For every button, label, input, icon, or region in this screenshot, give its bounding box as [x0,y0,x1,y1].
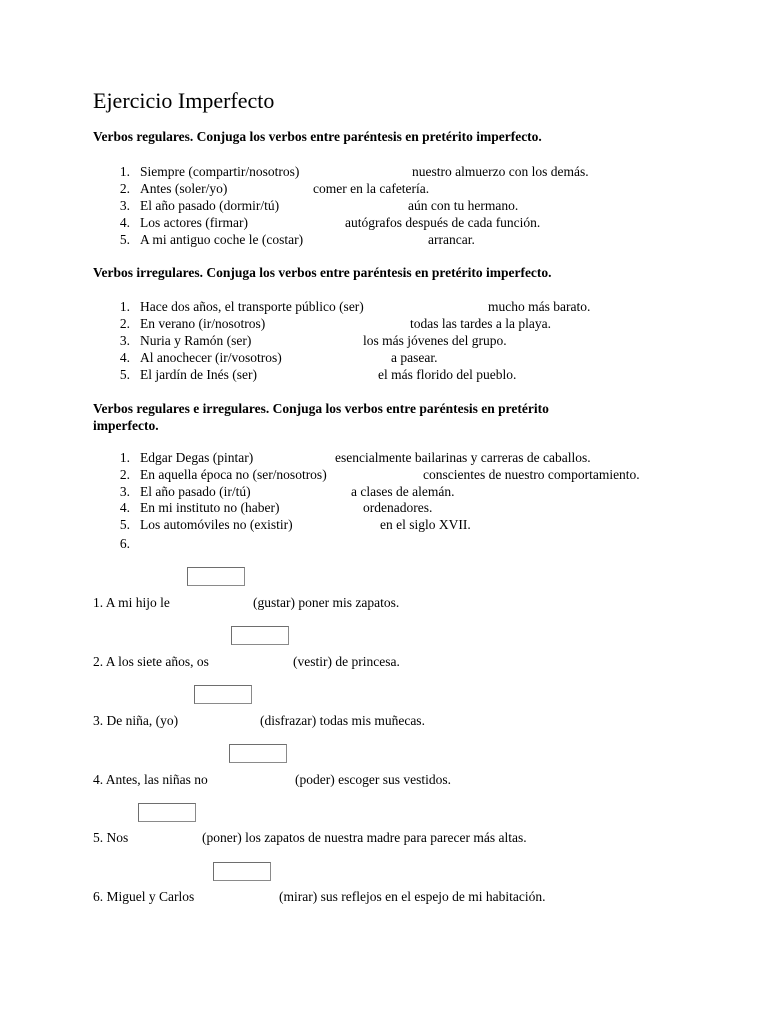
fill-in-prompt: 2. A los siete años, os [93,654,209,669]
fill-in-prompt: 1. A mi hijo le [93,595,170,610]
list-item-number: 5. [119,517,130,532]
list-item-prompt: En mi instituto no (haber) [140,500,280,515]
list-item-number: 6. [119,536,130,551]
fill-in-continuation: (gustar) poner mis zapatos. [253,595,400,610]
section-heading-mixtos-cont: imperfecto. [93,418,159,433]
list-item-number: 1. [119,299,130,314]
fill-in-prompt: 4. Antes, las niñas no [93,772,208,787]
list-item-number: 2. [119,181,130,196]
list-item-continuation: los más jóvenes del grupo. [363,333,507,348]
list-item-prompt: En aquella época no (ser/nosotros) [140,467,327,482]
answer-input-5[interactable] [138,803,196,822]
list-item-continuation: esencialmente bailarinas y carreras de caballos. [335,450,591,465]
list-item-prompt: Siempre (compartir/nosotros) [140,164,300,179]
list-item-prompt: Edgar Degas (pintar) [140,450,254,465]
list-item-continuation: mucho más barato. [488,299,591,314]
list-item-continuation: arrancar. [428,232,475,247]
list-item-continuation: a pasear. [391,350,438,365]
fill-in-prompt: 3. De niña, (yo) [93,713,179,728]
list-item-continuation: todas las tardes a la playa. [410,316,551,331]
list-item-prompt: El año pasado (dormir/tú) [140,198,280,213]
fill-in-continuation: (mirar) sus reflejos en el espejo de mi habitación. [279,889,546,904]
list-item-prompt: El año pasado (ir/tú) [140,484,251,499]
section-heading-regulares: Verbos regulares. Conjuga los verbos entre paréntesis en pretérito imperfecto. [93,129,542,144]
section-heading-irregulares: Verbos irregulares. Conjuga los verbos entre paréntesis en pretérito imperfecto. [93,265,552,280]
section-heading-mixtos: Verbos regulares e irregulares. Conjuga los verbos entre paréntesis en pretérito [93,401,549,416]
list-item-number: 3. [119,484,130,499]
fill-in-continuation: (disfrazar) todas mis muñecas. [260,713,425,728]
list-item-number: 4. [119,500,130,515]
list-item-number: 1. [119,450,130,465]
list-item-number: 1. [119,164,130,179]
list-item-continuation: a clases de alemán. [351,484,455,499]
fill-in-continuation: (poner) los zapatos de nuestra madre para parecer más altas. [202,830,527,845]
answer-input-3[interactable] [194,685,252,704]
list-item-continuation: el más florido del pueblo. [378,367,517,382]
answer-input-6[interactable] [213,862,271,881]
list-item-number: 5. [119,367,130,382]
list-item-prompt: En verano (ir/nosotros) [140,316,266,331]
list-item-prompt: El jardín de Inés (ser) [140,367,257,382]
list-item-continuation: autógrafos después de cada función. [345,215,541,230]
list-item-prompt: Nuria y Ramón (ser) [140,333,252,348]
answer-input-2[interactable] [231,626,289,645]
list-item-prompt: Antes (soler/yo) [140,181,228,196]
list-item-number: 4. [119,215,130,230]
list-item-prompt: Los actores (firmar) [140,215,248,230]
fill-in-prompt: 5. Nos [93,830,129,845]
list-item-continuation: conscientes de nuestro comportamiento. [423,467,640,482]
list-item-prompt: Al anochecer (ir/vosotros) [140,350,282,365]
list-item-number: 3. [119,198,130,213]
list-item-continuation: en el siglo XVII. [380,517,471,532]
fill-in-continuation: (vestir) de princesa. [293,654,400,669]
answer-input-1[interactable] [187,567,245,586]
fill-in-continuation: (poder) escoger sus vestidos. [295,772,451,787]
page-title: Ejercicio Imperfecto [93,88,275,113]
list-item-number: 5. [119,232,130,247]
fill-in-prompt: 6. Miguel y Carlos [93,889,195,904]
list-item-continuation: aún con tu hermano. [408,198,519,213]
list-item-prompt: Hace dos años, el transporte público (ser) [140,299,364,314]
list-item-number: 4. [119,350,130,365]
list-item-continuation: ordenadores. [363,500,433,515]
answer-input-4[interactable] [229,744,287,763]
list-item-continuation: comer en la cafetería. [313,181,430,196]
list-item-number: 2. [119,467,130,482]
list-item-prompt: Los automóviles no (existir) [140,517,293,532]
list-item-number: 2. [119,316,130,331]
list-item-continuation: nuestro almuerzo con los demás. [412,164,589,179]
list-item-number: 3. [119,333,130,348]
list-item-prompt: A mi antiguo coche le (costar) [140,232,304,247]
